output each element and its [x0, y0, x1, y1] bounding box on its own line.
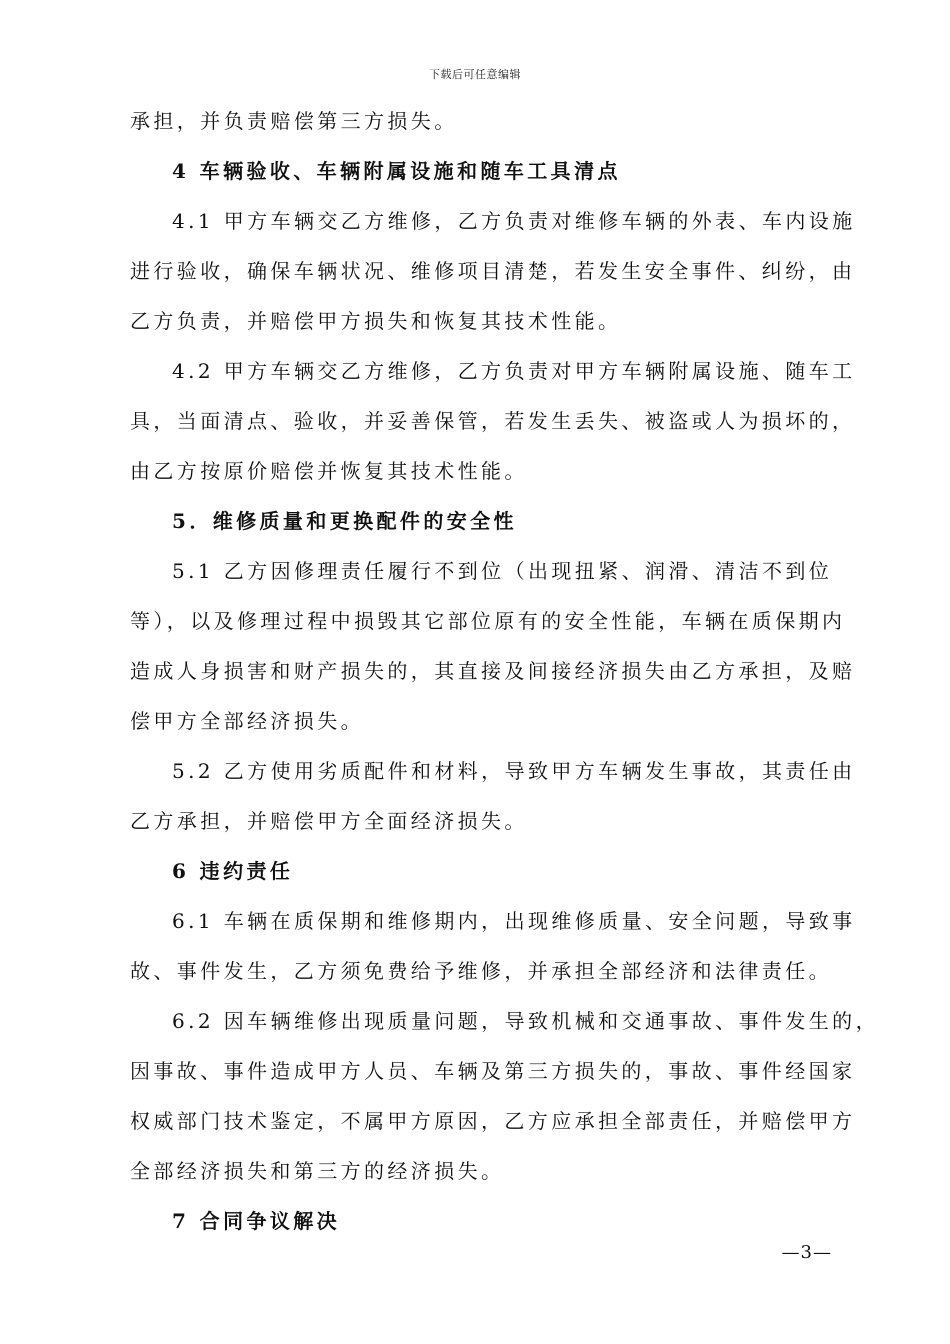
section-heading: 5．维修质量和更换配件的安全性: [172, 509, 517, 533]
paragraph-line: 5.1 乙方因修理责任履行不到位（出现扭紧、润滑、清洁不到位: [172, 559, 833, 583]
paragraph-line: 全部经济损失和第三方的经济损失。: [130, 1159, 505, 1183]
paragraph-line: 因事故、事件造成甲方人员、车辆及第三方损失的，事故、事件经国家: [130, 1059, 856, 1083]
paragraph-line: 权威部门技术鉴定，不属甲方原因，乙方应承担全部责任，并赔偿甲方: [130, 1109, 856, 1133]
paragraph-line: 承担，并负责赔偿第三方损失。: [130, 109, 458, 133]
section-heading: 7 合同争议解决: [172, 1209, 341, 1233]
page-header: 下载后可任意编辑: [429, 68, 521, 81]
paragraph-line: 由乙方按原价赔偿并恢复其技术性能。: [130, 459, 528, 483]
paragraph-line: 故、事件发生，乙方须免费给予维修，并承担全部经济和法律责任。: [130, 959, 832, 983]
page-number: —3—: [781, 1242, 832, 1263]
paragraph-line: 4.2 甲方车辆交乙方维修，乙方负责对甲方车辆附属设施、随车工: [172, 359, 856, 383]
paragraph-line: 等），以及修理过程中损毁其它部位原有的安全性能，车辆在质保期内: [130, 609, 846, 633]
paragraph-line: 乙方负责，并赔偿甲方损失和恢复其技术性能。: [130, 309, 622, 333]
paragraph-line: 6.1 车辆在质保期和维修期内，出现维修质量、安全问题，导致事: [172, 909, 856, 933]
section-heading: 4 车辆验收、车辆附属设施和随车工具清点: [172, 159, 621, 183]
paragraph-line: 6.2 因车辆维修出现质量问题，导致机械和交通事故、事件发生的，: [172, 1009, 879, 1033]
document-body: [130, 103, 879, 1253]
section-heading: 6 违约责任: [172, 859, 294, 883]
paragraph-line: 具，当面清点、验收，并妥善保管，若发生丢失、被盗或人为损坏的，: [130, 409, 856, 433]
paragraph-line: 偿甲方全部经济损失。: [130, 709, 364, 733]
paragraph-line: 进行验收，确保车辆状况、维修项目清楚，若发生安全事件、纠纷，由: [130, 259, 856, 283]
paragraph-line: 乙方承担，并赔偿甲方全面经济损失。: [130, 809, 528, 833]
paragraph-line: 造成人身损害和财产损失的，其直接及间接经济损失由乙方承担，及赔: [130, 659, 856, 683]
paragraph-line: 4.1 甲方车辆交乙方维修，乙方负责对维修车辆的外表、车内设施: [172, 209, 856, 233]
paragraph-line: 5.2 乙方使用劣质配件和材料，导致甲方车辆发生事故，其责任由: [172, 759, 856, 783]
